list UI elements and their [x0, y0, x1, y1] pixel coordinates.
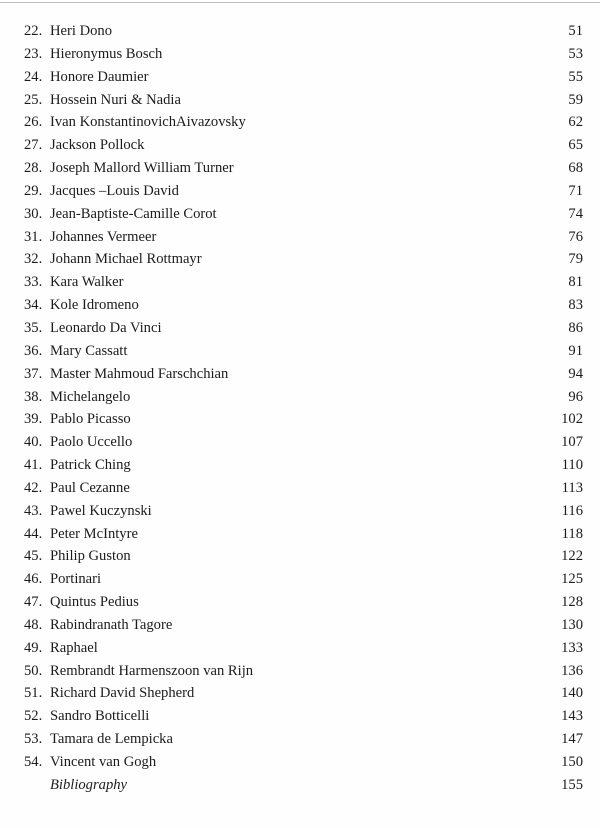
- toc-entry-number: 34.: [24, 297, 43, 314]
- toc-entry[interactable]: [0, 340, 600, 363]
- toc-entry-number: 26.: [24, 114, 43, 131]
- toc-entry-title: Paolo Uccello: [50, 434, 133, 451]
- toc-entry-title: Pawel Kuczynski: [50, 502, 152, 519]
- toc-entry[interactable]: [0, 614, 600, 637]
- toc-entry-number: 43.: [24, 502, 43, 519]
- toc-entry-title: Master Mahmoud Farschchian: [50, 365, 229, 382]
- toc-entry-number: 39.: [24, 411, 43, 428]
- toc-entry[interactable]: [0, 317, 600, 340]
- toc-entry[interactable]: [0, 637, 600, 660]
- toc-entry-number: 29.: [24, 182, 43, 199]
- toc-entry-number: 25.: [24, 91, 43, 108]
- toc-entry-title: Kara Walker: [50, 274, 124, 291]
- toc-entry-title: Richard David Shepherd: [50, 685, 195, 702]
- toc-entry-number: 52.: [24, 708, 43, 725]
- toc-entry-page: 59: [568, 91, 583, 108]
- toc-entry-title: Heri Dono: [50, 23, 113, 39]
- toc-entry-page: 76: [568, 228, 583, 245]
- toc-entry-page: 53: [568, 45, 583, 62]
- toc-entry-number: 46.: [24, 571, 43, 588]
- toc-entry-page: 113: [561, 479, 583, 496]
- toc-entry-title: Hossein Nuri & Nadia: [50, 91, 181, 108]
- toc-entry-number: 31.: [24, 228, 43, 245]
- toc-entry-page: 74: [568, 205, 583, 222]
- toc-entry-number: 44.: [24, 525, 43, 542]
- toc-entry-title: Peter McIntyre: [50, 525, 138, 542]
- toc-entry-title: Portinari: [50, 571, 102, 588]
- toc-entry-title: Johann Michael Rottmayr: [50, 251, 202, 268]
- toc-entry[interactable]: [0, 431, 600, 454]
- toc-entry-number: 35.: [24, 319, 43, 336]
- toc-entry-title: Jacques –Louis David: [50, 182, 179, 199]
- toc-entry-page: 155: [561, 776, 583, 793]
- toc-entry-number: 50.: [24, 662, 43, 679]
- toc-entry-page: 102: [561, 411, 583, 428]
- toc-entry-number: 40.: [24, 434, 43, 451]
- toc-entry-page: 55: [568, 68, 583, 85]
- toc-entry[interactable]: [0, 408, 600, 431]
- toc-entry-page: 71: [568, 182, 583, 199]
- toc-entry-title: Pablo Picasso: [50, 411, 131, 428]
- toc-entry-title: Hieronymus Bosch: [50, 45, 163, 62]
- toc-entry-number: 30.: [24, 205, 43, 222]
- toc-entry-number: 54.: [24, 754, 43, 770]
- toc-entry-title: Leonardo Da Vinci: [50, 319, 162, 336]
- toc-entry-title: Ivan KonstantinovichAivazovsky: [50, 114, 246, 131]
- toc-entry[interactable]: [0, 271, 600, 294]
- toc-entry[interactable]: [0, 203, 600, 226]
- toc-entry-page: 91: [568, 342, 583, 359]
- toc-entry-title: Rabindranath Tagore: [50, 616, 173, 633]
- toc-entry-number: 36.: [24, 342, 43, 359]
- top-rule-divider: [0, 2, 600, 3]
- toc-entry-page: 133: [561, 639, 583, 656]
- toc-entry[interactable]: [0, 660, 600, 683]
- toc-entry-page: 94: [568, 365, 583, 382]
- toc-entry-title: Philip Guston: [50, 548, 131, 565]
- toc-entry[interactable]: [0, 454, 600, 477]
- toc-entry-title: Jean-Baptiste-Camille Corot: [50, 205, 217, 222]
- toc-entry-number: 33.: [24, 274, 43, 291]
- toc-entry[interactable]: [0, 157, 600, 180]
- toc-entry-number: 47.: [24, 594, 43, 611]
- toc-entry[interactable]: [0, 294, 600, 317]
- toc-entry-page: 125: [561, 571, 583, 588]
- toc-entry-page: 86: [568, 319, 583, 336]
- toc-entry-page: 79: [568, 251, 583, 268]
- toc-entry-page: 143: [561, 708, 583, 725]
- toc-entry[interactable]: [0, 134, 600, 157]
- toc-entry-page: 68: [568, 160, 583, 177]
- toc-entry-number: 53.: [24, 731, 43, 748]
- toc-entry[interactable]: [0, 89, 600, 112]
- toc-entry-page: 51: [568, 23, 583, 39]
- toc-entry-title: Paul Cezanne: [50, 479, 130, 496]
- toc-entry-page: 122: [561, 548, 583, 565]
- toc-entry[interactable]: [0, 477, 600, 500]
- toc-entry-page: 96: [568, 388, 583, 405]
- toc-entry-number: 37.: [24, 365, 43, 382]
- toc-entry[interactable]: [0, 545, 600, 568]
- toc-entry[interactable]: [0, 180, 600, 203]
- toc-entry-number: 22.: [24, 23, 43, 39]
- toc-entry-number: 32.: [24, 251, 43, 268]
- toc-entry[interactable]: [0, 523, 600, 546]
- toc-entry-number: 24.: [24, 68, 43, 85]
- toc-entry[interactable]: [0, 728, 600, 751]
- toc-entry[interactable]: [0, 682, 600, 705]
- toc-entry-title: Johannes Vermeer: [50, 228, 157, 245]
- toc-entry-title: Sandro Botticelli: [50, 708, 150, 725]
- toc-entry[interactable]: [0, 386, 600, 409]
- toc-entry-number: 38.: [24, 388, 43, 405]
- toc-entry[interactable]: [0, 751, 600, 774]
- toc-entry-page: 116: [561, 502, 583, 519]
- toc-entry-title: Bibliography: [50, 776, 128, 793]
- toc-entry-number: 27.: [24, 137, 43, 154]
- toc-entry-title: Kole Idromeno: [50, 297, 139, 314]
- toc-entry[interactable]: [0, 705, 600, 728]
- toc-entry-number: 23.: [24, 45, 43, 62]
- toc-entry-number: 41.: [24, 457, 43, 474]
- toc-entry-page: 107: [561, 434, 583, 451]
- toc-entry-number: 49.: [24, 639, 43, 656]
- toc-entry-title: Mary Cassatt: [50, 342, 128, 359]
- toc-entry-page: 136: [561, 662, 583, 679]
- toc-entry-title: Tamara de Lempicka: [50, 731, 173, 748]
- toc-entry-page: 83: [568, 297, 583, 314]
- toc-entry[interactable]: [0, 20, 600, 43]
- toc-entry-title: Raphael: [50, 639, 98, 656]
- toc-entry-title: Rembrandt Harmenszoon van Rijn: [50, 662, 254, 679]
- toc-entry-title: Quintus Pedius: [50, 594, 139, 611]
- toc-entry-number: 51.: [24, 685, 43, 702]
- toc-entry[interactable]: [0, 226, 600, 249]
- toc-entry-title: Jackson Pollock: [50, 137, 145, 154]
- toc-entry-title: Vincent van Gogh: [50, 754, 157, 770]
- toc-entry-number: 45.: [24, 548, 43, 565]
- toc-entry-page: 150: [561, 754, 583, 770]
- toc-entry-page: 110: [561, 457, 583, 474]
- toc-entry[interactable]: [0, 591, 600, 614]
- toc-entry[interactable]: [0, 500, 600, 523]
- toc-entry-page: 147: [561, 731, 583, 748]
- toc-entry-page: 65: [568, 137, 583, 154]
- toc-entry[interactable]: [0, 363, 600, 386]
- toc-entry-title: Honore Daumier: [50, 68, 149, 85]
- toc-entry-page: 130: [561, 616, 583, 633]
- toc-entry[interactable]: [0, 43, 600, 66]
- toc-entry[interactable]: [0, 111, 600, 134]
- toc-entry-title: Joseph Mallord William Turner: [50, 160, 234, 177]
- toc-entry[interactable]: [0, 66, 600, 89]
- toc-entry-title: Patrick Ching: [50, 457, 131, 474]
- toc-entry-page: 140: [561, 685, 583, 702]
- toc-entry-page: 118: [561, 525, 583, 542]
- toc-entry[interactable]: [0, 568, 600, 591]
- table-of-contents: [0, 20, 600, 797]
- toc-entry-page: 62: [568, 114, 583, 131]
- toc-entry-number: 42.: [24, 479, 43, 496]
- toc-entry-bibliography[interactable]: [0, 774, 600, 797]
- toc-entry-title: Michelangelo: [50, 388, 131, 405]
- toc-entry-number: 28.: [24, 160, 43, 177]
- toc-entry-page: 81: [568, 274, 583, 291]
- toc-entry-page: 128: [561, 594, 583, 611]
- toc-entry-number: 48.: [24, 616, 43, 633]
- toc-entry[interactable]: [0, 248, 600, 271]
